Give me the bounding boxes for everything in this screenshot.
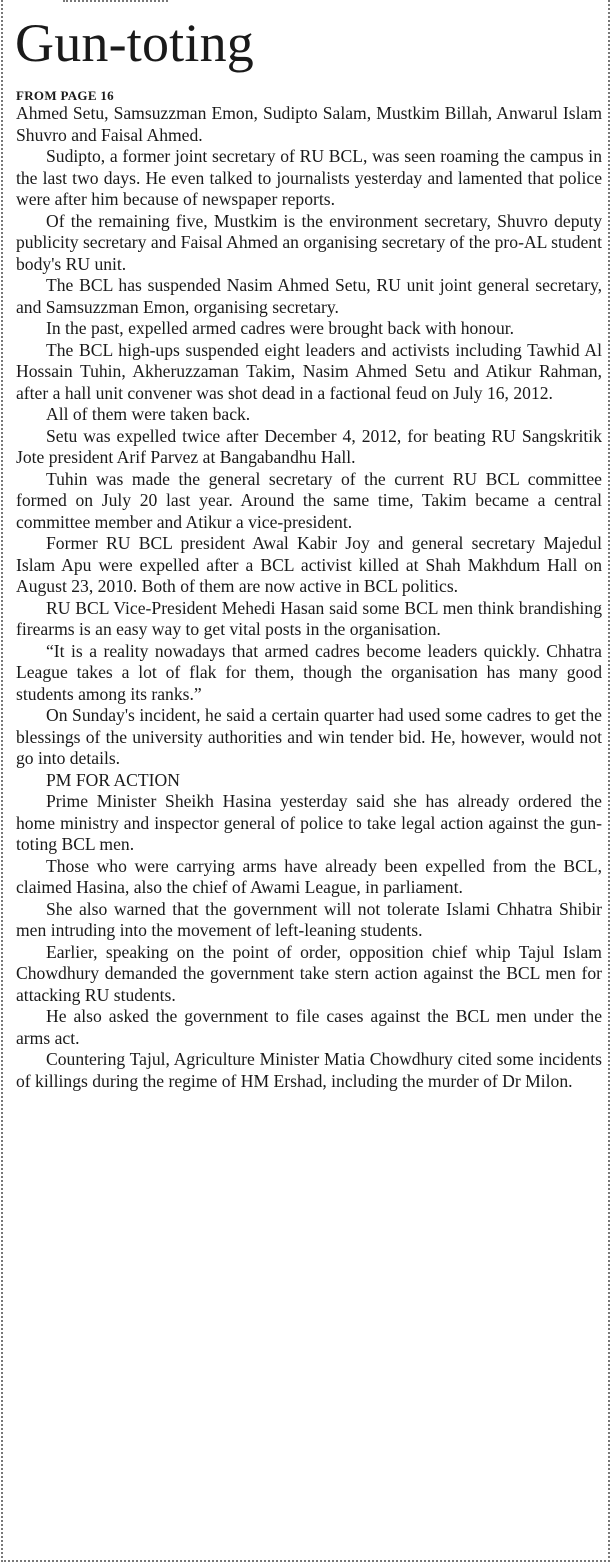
- article-paragraph: Sudipto, a former joint secretary of RU BCL, was seen roaming the campus in the last two days. He even talked to journalists yesterday and lamented that police were after him because of newspaper reports.: [16, 146, 602, 209]
- article-body: [16, 103, 602, 1092]
- article-paragraph: Tuhin was made the general secretary of the current RU BCL committee formed on July 20 last year. Around the same time, Takim became a central committee member and Atikur a vice-president.: [16, 468, 602, 532]
- article-paragraph: She also warned that the government will not tolerate Islami Chhatra Shibir men intruding into the movement of left-leaning students.: [16, 898, 602, 940]
- article-paragraph: In the past, expelled armed cadres were brought back with honour.: [46, 318, 515, 338]
- headline: Gun-toting: [15, 13, 254, 73]
- article-paragraph: Of the remaining five, Mustkim is the environment secretary, Shuvro deputy publicity secretary and Faisal Ahmed an organising secretary of the pro-AL student body's RU unit.: [16, 210, 602, 274]
- article-clipping: [1, 0, 610, 1562]
- article-paragraph: Former RU BCL president Awal Kabir Joy and general secretary Majedul Islam Apu were expelled after a BCL activist killed at Shah Makhdum Hall on August 23, 2010. Both of them are now active in BCL politics.: [16, 533, 602, 596]
- article-paragraph: He also asked the government to file cases against the BCL men under the arms act.: [16, 1006, 602, 1048]
- continued-from-label: FROM PAGE 16: [16, 88, 114, 103]
- article-paragraph: Countering Tajul, Agriculture Minister Matia Chowdhury cited some incidents of killings during the regime of HM Ershad, including the murder of Dr Milon.: [16, 1049, 602, 1091]
- article-paragraph: RU BCL Vice-President Mehedi Hasan said some BCL men think brandishing firearms is an easy way to get vital posts in the organisation.: [16, 597, 602, 639]
- article-paragraph: All of them were taken back.: [46, 404, 251, 424]
- article-quote-paragraph: “It is a reality nowadays that armed cadres become leaders quickly. Chhatra League takes a lot of flak for them, though the organisation has many good students among its ranks.”: [16, 640, 602, 704]
- article-paragraph: The BCL has suspended Nasim Ahmed Setu, RU unit joint general secretary, and Samsuzzman Emon, organising secretary.: [16, 275, 602, 317]
- article-paragraph: Setu was expelled twice after December 4, 2012, for beating RU Sangskritik Jote president Arif Parvez at Bangabandhu Hall.: [16, 425, 602, 467]
- article-paragraph: Ahmed Setu, Samsuzzman Emon, Sudipto Salam, Mustkim Billah, Anwarul Islam Shuvro and Faisal Ahmed.: [16, 103, 602, 145]
- article-paragraph: The BCL high-ups suspended eight leaders and activists including Tawhid Al Hossain Tuhin, Akheruzzaman Takim, Nasim Ahmed Setu and Atikur Rahman, after a hall unit convener was shot dead in a factional feud on July 16, 2012.: [16, 339, 602, 403]
- article-paragraph: Prime Minister Sheikh Hasina yesterday said she has already ordered the home ministry and inspector general of police to take legal action against the gun-toting BCL men.: [16, 791, 602, 854]
- article-paragraph: On Sunday's incident, he said a certain quarter had used some cadres to get the blessings of the university authorities and win tender bid. He, however, would not go into details.: [16, 705, 602, 768]
- section-subhead: PM FOR ACTION: [46, 769, 180, 790]
- article-paragraph: Those who were carrying arms have already been expelled from the BCL, claimed Hasina, also the chief of Awami League, in parliament.: [16, 855, 602, 897]
- top-border-rule: [63, 0, 168, 2]
- article-paragraph: Earlier, speaking on the point of order, opposition chief whip Tajul Islam Chowdhury demanded the government take stern action against the BCL men for attacking RU students.: [16, 941, 602, 1005]
